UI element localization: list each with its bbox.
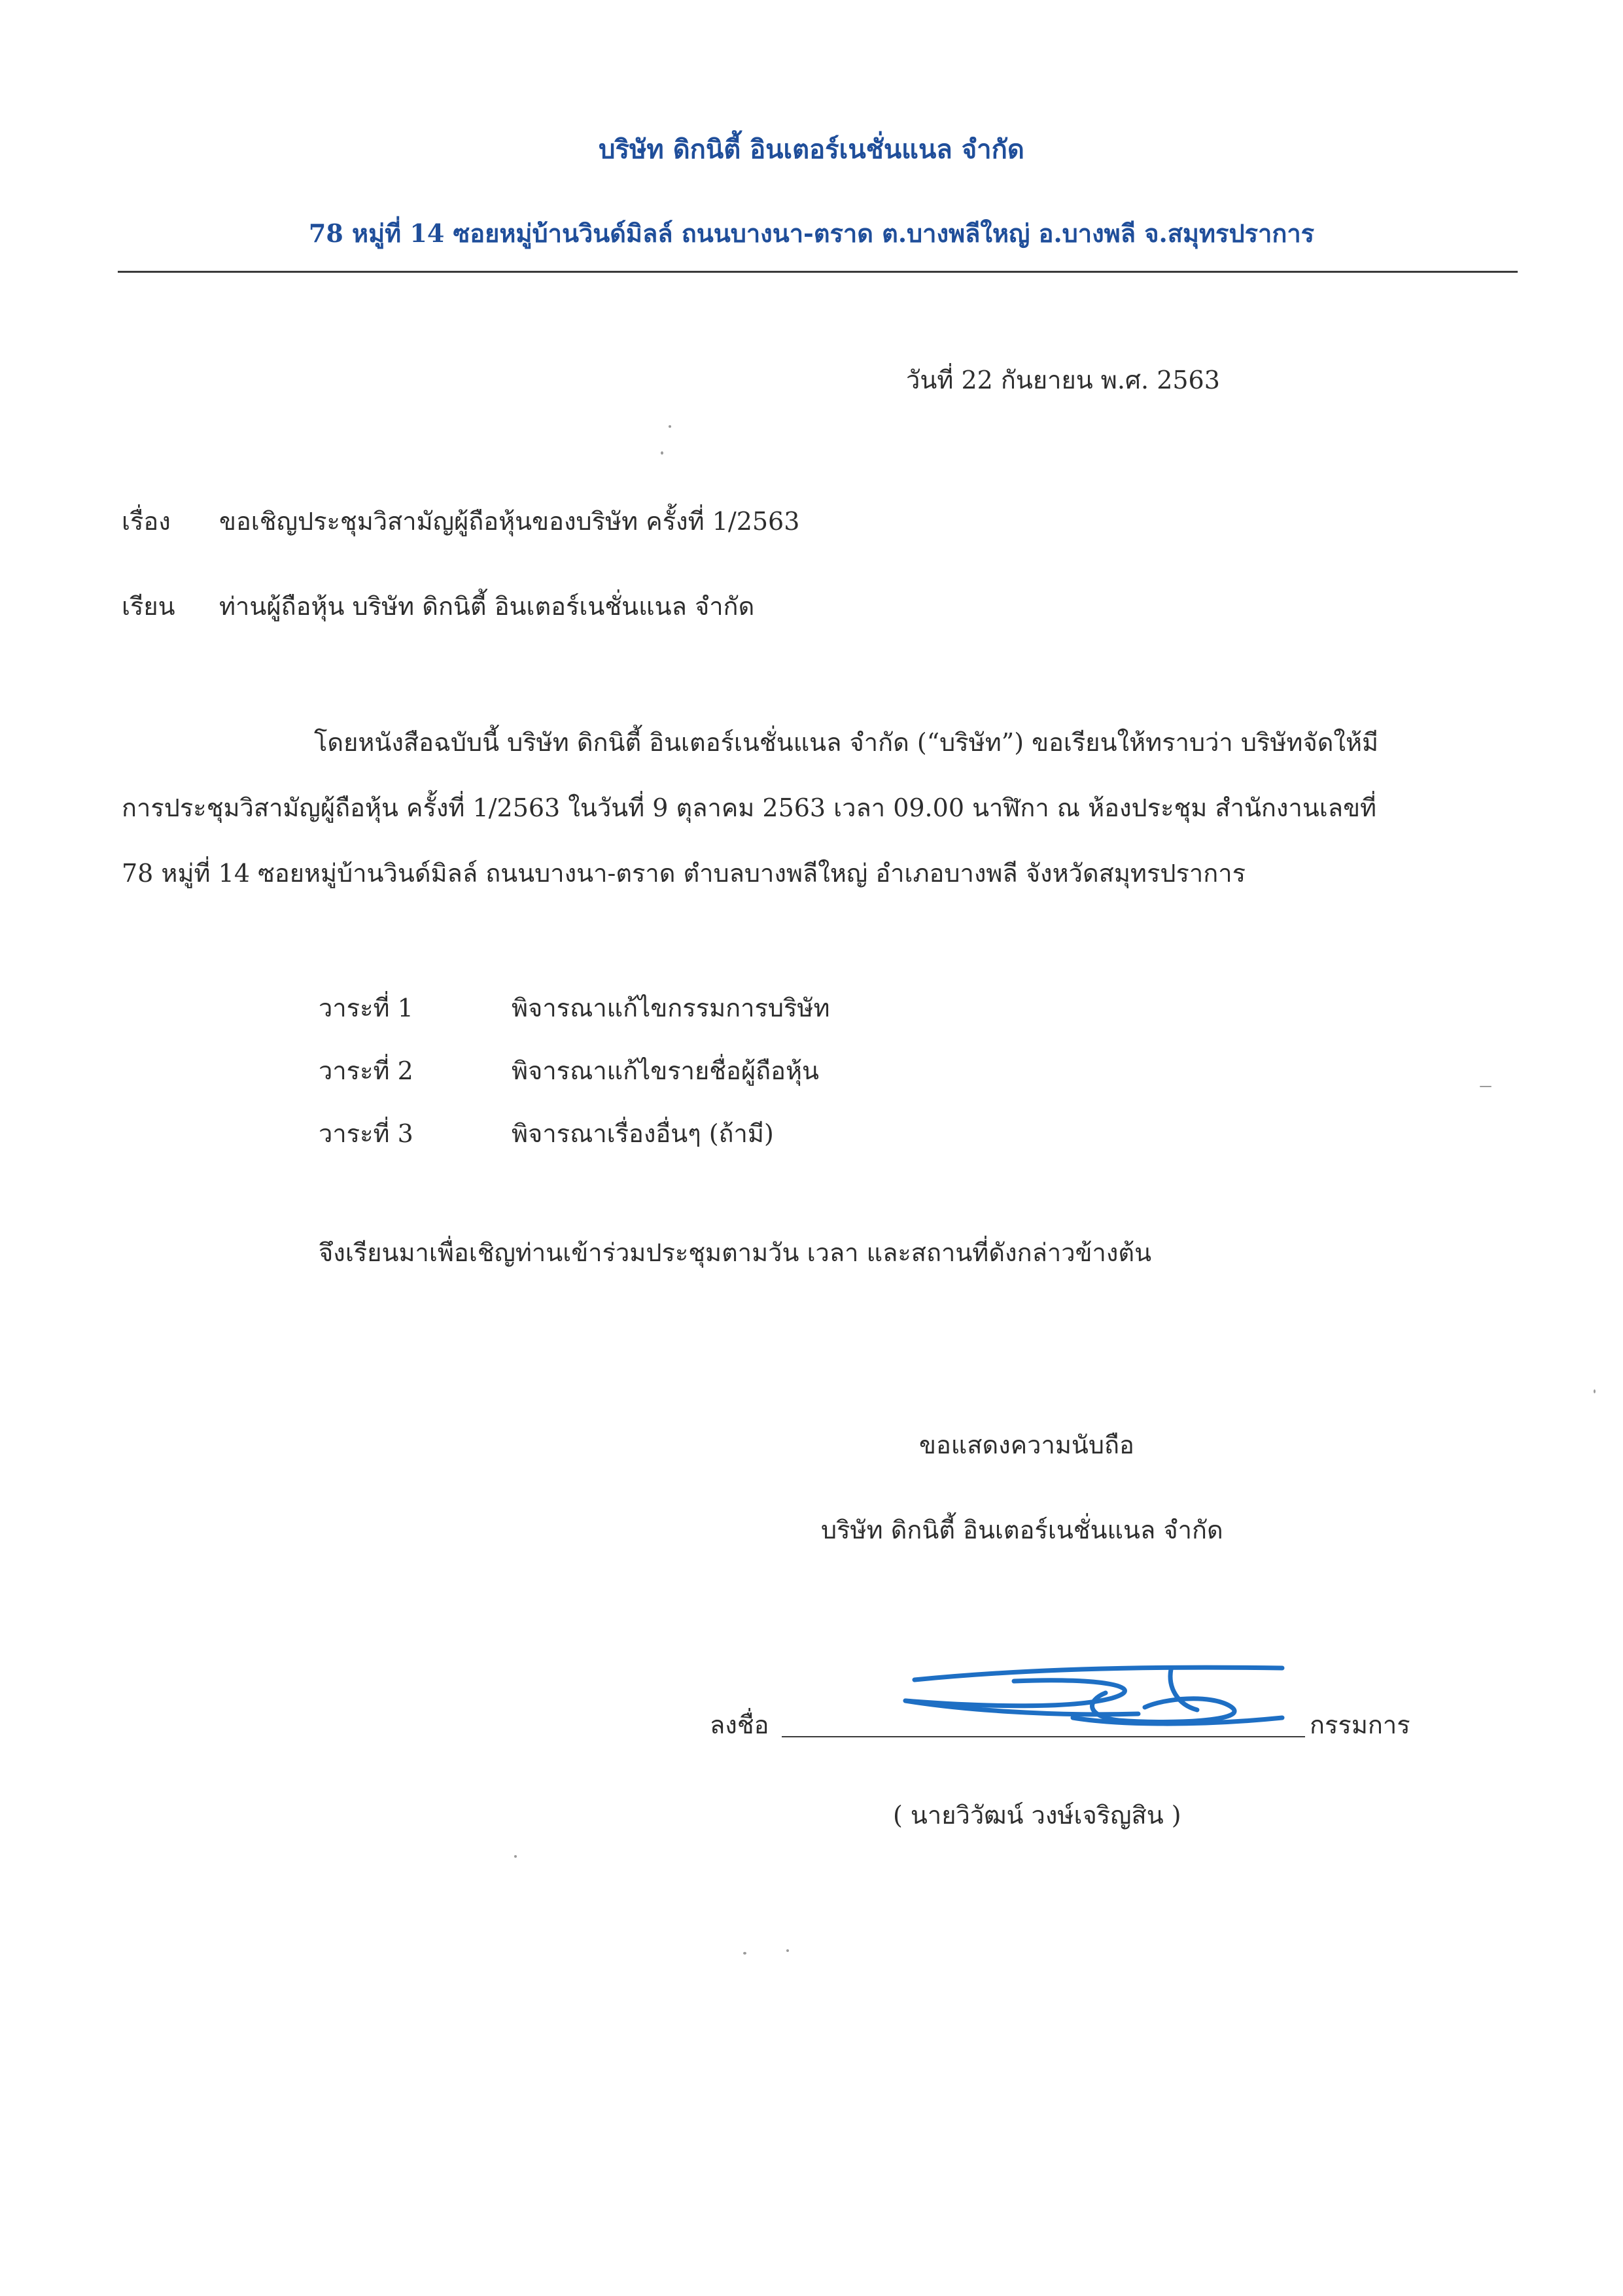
agenda-item-3-description: พิจารณาเรื่องอื่นๆ (ถ้ามี) — [512, 1119, 774, 1148]
closing-sentence: จึงเรียนมาเพื่อเชิญท่านเข้าร่วมประชุมตามวัน เวลา และสถานที่ดังกล่าวข้างต้น — [319, 1238, 1152, 1267]
agenda-item-2-description: พิจารณาแก้ไขรายชื่อผู้ถือหุ้น — [512, 1056, 819, 1085]
subject-text: ขอเชิญประชุมวิสามัญผู้ถือหุ้นของบริษัท ครั้งที่ 1/2563 — [219, 507, 800, 536]
handwritten-signature — [890, 1661, 1302, 1733]
letterhead-divider — [118, 271, 1518, 273]
sign-label: ลงชื่อ — [710, 1711, 769, 1739]
signoff-company-name: บริษัท ดิกนิตี้ อินเตอร์เนชั่นแนล จำกัด — [821, 1516, 1223, 1544]
scan-speck — [1480, 1086, 1492, 1087]
signature-line — [782, 1736, 1305, 1737]
recipient-text: ท่านผู้ถือหุ้น บริษัท ดิกนิตี้ อินเตอร์เนชั่นแนล จำกัด — [219, 592, 755, 621]
scan-speck — [1594, 1389, 1596, 1393]
scan-speck — [514, 1855, 517, 1858]
scan-speck — [743, 1952, 746, 1955]
recipient-label: เรียน — [122, 592, 175, 621]
body-paragraph-line-1: โดยหนังสือฉบับนี้ บริษัท ดิกนิตี้ อินเตอร์เนชั่นแนล จำกัด (“บริษัท”) ขอเรียนให้ทราบว่า บริษัทจัดให้มี — [314, 728, 1379, 757]
signer-name: ( นายวิวัฒน์ วงษ์เจริญสิน ) — [893, 1801, 1181, 1830]
scan-speck — [786, 1949, 789, 1952]
agenda-item-3-label: วาระที่ 3 — [319, 1119, 413, 1148]
signer-title: กรรมการ — [1310, 1711, 1410, 1739]
body-paragraph-line-3: 78 หมู่ที่ 14 ซอยหมู่บ้านวินด์มิลล์ ถนนบางนา-ตราด ตำบลบางพลีใหญ่ อำเภอบางพลี จังหวัดสมุทรปราการ — [122, 859, 1246, 888]
agenda-item-2-label: วาระที่ 2 — [319, 1056, 413, 1085]
subject-label: เรื่อง — [122, 507, 171, 536]
scan-speck — [669, 425, 671, 428]
regards-text: ขอแสดงความนับถือ — [919, 1431, 1134, 1459]
letterhead-address: 78 หมู่ที่ 14 ซอยหมู่บ้านวินด์มิลล์ ถนนบางนา-ตราด ต.บางพลีใหญ่ อ.บางพลี จ.สมุทรปราการ — [308, 218, 1315, 248]
letterhead-company-name: บริษัท ดิกนิตี้ อินเตอร์เนชั่นแนล จำกัด — [599, 134, 1024, 165]
agenda-item-1-label: วาระที่ 1 — [319, 994, 413, 1022]
body-paragraph-line-2: การประชุมวิสามัญผู้ถือหุ้น ครั้งที่ 1/2563 ในวันที่ 9 ตุลาคม 2563 เวลา 09.00 นาฬิกา ณ ห้องประชุม สำนักงานเลขที่ — [122, 793, 1377, 822]
agenda-item-1-description: พิจารณาแก้ไขกรรมการบริษัท — [512, 994, 830, 1022]
scan-speck — [661, 451, 663, 455]
letter-date: วันที่ 22 กันยายน พ.ศ. 2563 — [906, 366, 1220, 394]
